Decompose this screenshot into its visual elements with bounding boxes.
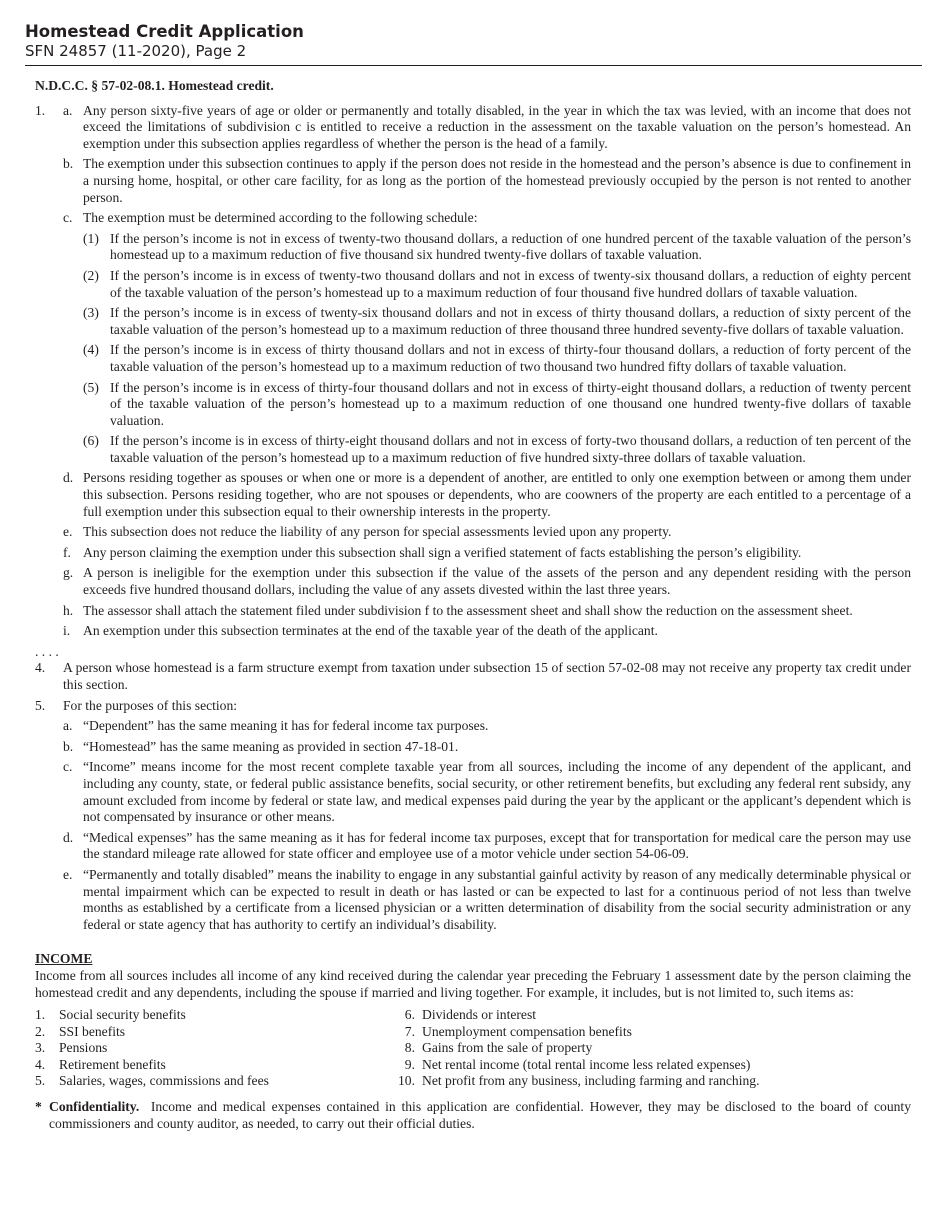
schedule-label: (2) [83,267,99,283]
subsection-number: 4. [35,660,46,676]
item-text: “Permanently and totally disabled” means the inability to engage in any substantial gainful activity by reason of any medically determinable physical or mental impairment which can be expected to result in death or has lasted or can be expected to last for a continuous period of not less than twelve months as established by a certificate from a licensed physician or a written determination of disability from the social security administration or any federal or state agency that has authority to certify an individual’s disability. [83,866,911,932]
statute-title: N.D.C.C. § 57-02-08.1. Homestead credit. [35,78,274,93]
schedule-text: If the person’s income is in excess of thirty thousand dollars and not in excess of thirty-four thousand dollars, a reduction of forty percent of the taxable valuation of the person’s homestead up to a maximum reduction of two thousand two hundred fifty dollars of taxable valuation. [110,342,911,374]
item-label: h. [63,602,74,618]
subsection-1h [35,603,911,620]
item-label: b. [63,156,74,172]
list-number: 4. [35,1056,46,1072]
list-text: SSI benefits [59,1023,126,1039]
item-text: Any person claiming the exemption under this subsection shall sign a verified statement of facts establishing the person’s eligibility. [83,544,802,560]
list-number: 10. [398,1073,415,1089]
item-text: A person is ineligible for the exemption under this subsection if the value of the assets of the person and any dependent residing with the person exceeds five hundred thousand dollars, including the value of any assets divested within the last three years. [83,565,911,598]
list-number: 2. [35,1023,46,1039]
schedule-item-3 [35,305,911,338]
schedule-text: If the person’s income is not in excess of twenty-two thousand dollars, a reduction of one hundred percent of the taxable valuation of the person’s homestead up to a maximum reduction of five thousand six hundred twenty-five dollars of taxable valuation. [110,230,911,263]
income-description: Income from all sources includes all income of any kind received during the calendar year preceding the February 1 assessment date by the person claiming the homestead credit and any dependents, including the spouse if married and living together. For example, it includes, but is not limited to, such items as: [35,967,911,1000]
subsection-number: 5. [35,697,46,713]
income-items-column-right [395,1007,760,1090]
omission-ellipsis: . . . . [35,643,59,659]
schedule-text: If the person’s income is in excess of thirty-four thousand dollars and not in excess of thirty-eight thousand dollars, a reduction of twenty percent of the taxable valuation of the person’s homestead up to a maximum reduction of one thousand one hundred twenty-five dollars of taxable valuation. [110,379,911,428]
document-body [35,78,911,1132]
subsection-1e [35,524,911,541]
schedule-label: (6) [83,433,99,449]
item-text: “Homestead” has the same meaning as provided in section 47-18-01. [83,738,459,754]
item-label: e. [63,524,73,540]
definition-medical-expenses [35,830,911,863]
item-label: f. [63,544,71,560]
subsection-1f [35,545,911,562]
list-text: Net rental income (total rental income less related expenses) [422,1056,751,1072]
schedule-item-2 [35,268,911,301]
definition-disabled [35,867,911,933]
item-label: b. [63,738,74,754]
item-text: The exemption under this subsection continues to apply if the person does not reside in the homestead and the person’s absence is due to confinement in a nursing home, hospital, or other care facility, for as long as the portion of the homestead previously occupied by the person is not rented to another person. [83,156,911,205]
form-subtitle: SFN 24857 (11-2020), Page 2 [25,42,247,60]
item-label: c. [63,759,73,775]
item-text: An exemption under this subsection terminates at the end of the taxable year of the death of the applicant. [83,623,658,639]
list-item [35,1024,395,1041]
schedule-label: (3) [83,305,99,321]
list-number: 6. [404,1007,415,1023]
subsection-text: For the purposes of this section: [63,697,238,713]
asterisk: * [35,1099,42,1115]
subsection-1b [35,156,911,206]
list-text: Social security benefits [59,1007,186,1023]
subsection-1c [35,210,911,227]
item-label: a. [63,102,73,118]
subsection-5 [35,698,911,715]
list-number: 1. [35,1007,46,1023]
list-text: Pensions [59,1040,108,1056]
item-text: The assessor shall attach the statement filed under subdivision f to the assessment sheet and shall show the reduction on the assessment sheet. [83,602,853,618]
list-item [395,1057,760,1074]
list-item [395,1073,760,1090]
item-text: The exemption must be determined according to the following schedule: [83,210,478,226]
definition-dependent [35,718,911,735]
confidentiality-label: Confidentiality. [49,1099,140,1115]
item-label: a. [63,718,73,734]
subsection-1a [35,103,911,153]
income-heading: INCOME [35,951,93,967]
list-item [395,1040,760,1057]
list-item [35,1007,395,1024]
item-label: e. [63,866,73,882]
item-label: c. [63,210,73,226]
list-text: Unemployment compensation benefits [422,1023,632,1039]
schedule-text: If the person’s income is in excess of thirty-eight thousand dollars and not in excess of forty-two thousand dollars, a reduction of ten percent of the taxable valuation of the person’s homestead up to a maximum reduction of five hundred sixty-three dollars of taxable valuation. [110,433,911,465]
list-item [395,1007,760,1024]
schedule-item-4 [35,342,911,375]
item-label: i. [63,623,71,639]
item-text: “Dependent” has the same meaning it has for federal income tax purposes. [83,718,489,734]
definition-income [35,759,911,825]
subsection-4 [35,660,911,693]
definition-homestead [35,739,911,756]
schedule-label: (1) [83,230,99,246]
list-number: 3. [35,1040,46,1056]
item-label: d. [63,829,74,845]
header-divider [25,65,922,66]
confidentiality-text: Income and medical expenses contained in this application are confidential. However, they may be disclosed to the board of county commissioners and county auditor, as needed, to carry out their official duties. [49,1099,912,1131]
list-item [35,1040,395,1057]
subsection-1g [35,565,911,598]
page-header [25,22,304,61]
schedule-item-6 [35,433,911,466]
subsection-1i [35,623,911,640]
item-label: d. [63,470,74,486]
subsection-number: 1. [35,102,46,118]
item-text: “Income” means income for the most recent complete taxable year from all sources, including the income of any dependent of the applicant, and including any county, state, or federal public assistance benefits, social security, or other retirement benefits, but excluding any federal rent subsidy, any amount excluded from income by federal or state law, and medical expenses paid during the year by the applicant or the applicant’s dependent which is not compensated by insurance or other means. [83,759,911,825]
subsection-text: A person whose homestead is a farm structure exempt from taxation under subsection 15 of section 57-02-08 may not receive any property tax credit under this section. [63,660,911,692]
item-text: Persons residing together as spouses or when one or more is a dependent of another, are entitled to only one exemption between or among them under this subsection. Persons residing together, who are not spouses or dependents, who are coowners of the property are each entitled to a percentage of a full exemption under this subsection equal to their ownership interests in the property. [83,470,911,519]
list-text: Dividends or interest [422,1007,537,1023]
schedule-label: (4) [83,342,99,358]
list-text: Gains from the sale of property [422,1040,593,1056]
item-text: “Medical expenses” has the same meaning as it has for federal income tax purposes, except that for transportation for medical care the person may use the standard mileage rate allowed for state officer and employee use of a motor vehicle under section 54-06-09. [83,829,911,862]
confidentiality-body [49,1099,911,1132]
subsection-1d [35,470,911,520]
list-text: Net profit from any business, including farming and ranching. [422,1073,760,1089]
item-label: g. [63,565,74,581]
list-text: Retirement benefits [59,1056,166,1072]
form-title: Homestead Credit Application [25,22,304,41]
list-number: 5. [35,1073,46,1089]
item-text: Any person sixty-five years of age or older or permanently and totally disabled, in the year in which the tax was levied, with an income that does not exceed the limitations of subdivision c is entitled to receive a reduction in the assessment on the taxable valuation on the person’s homestead. An exemption under this subsection applies regardless of whether the person is the head of a family. [83,102,911,151]
list-item [35,1073,395,1090]
schedule-label: (5) [83,379,99,395]
list-item [395,1024,760,1041]
schedule-text: If the person’s income is in excess of twenty-six thousand dollars and not in excess of thirty thousand dollars, a reduction of sixty percent of the taxable valuation of the person’s homestead up to a maximum reduction of three thousand three hundred seventy-five dollars of taxable valuation. [110,305,911,337]
item-text: This subsection does not reduce the liability of any person for special assessments levied upon any property. [83,524,672,540]
income-items-column-left [35,1007,395,1090]
list-number: 9. [404,1056,415,1072]
schedule-item-1 [35,231,911,264]
schedule-item-5 [35,380,911,430]
list-number: 8. [404,1040,415,1056]
schedule-text: If the person’s income is in excess of twenty-two thousand dollars and not in excess of twenty-six thousand dollars, a reduction of eighty percent of the taxable valuation of the person’s homestead up to a maximum reduction of four thousand five hundred dollars of taxable valuation. [110,267,911,300]
list-text: Salaries, wages, commissions and fees [59,1073,269,1089]
list-number: 7. [404,1023,415,1039]
income-items-list [35,1007,911,1090]
list-item [35,1057,395,1074]
confidentiality-note [35,1099,911,1132]
